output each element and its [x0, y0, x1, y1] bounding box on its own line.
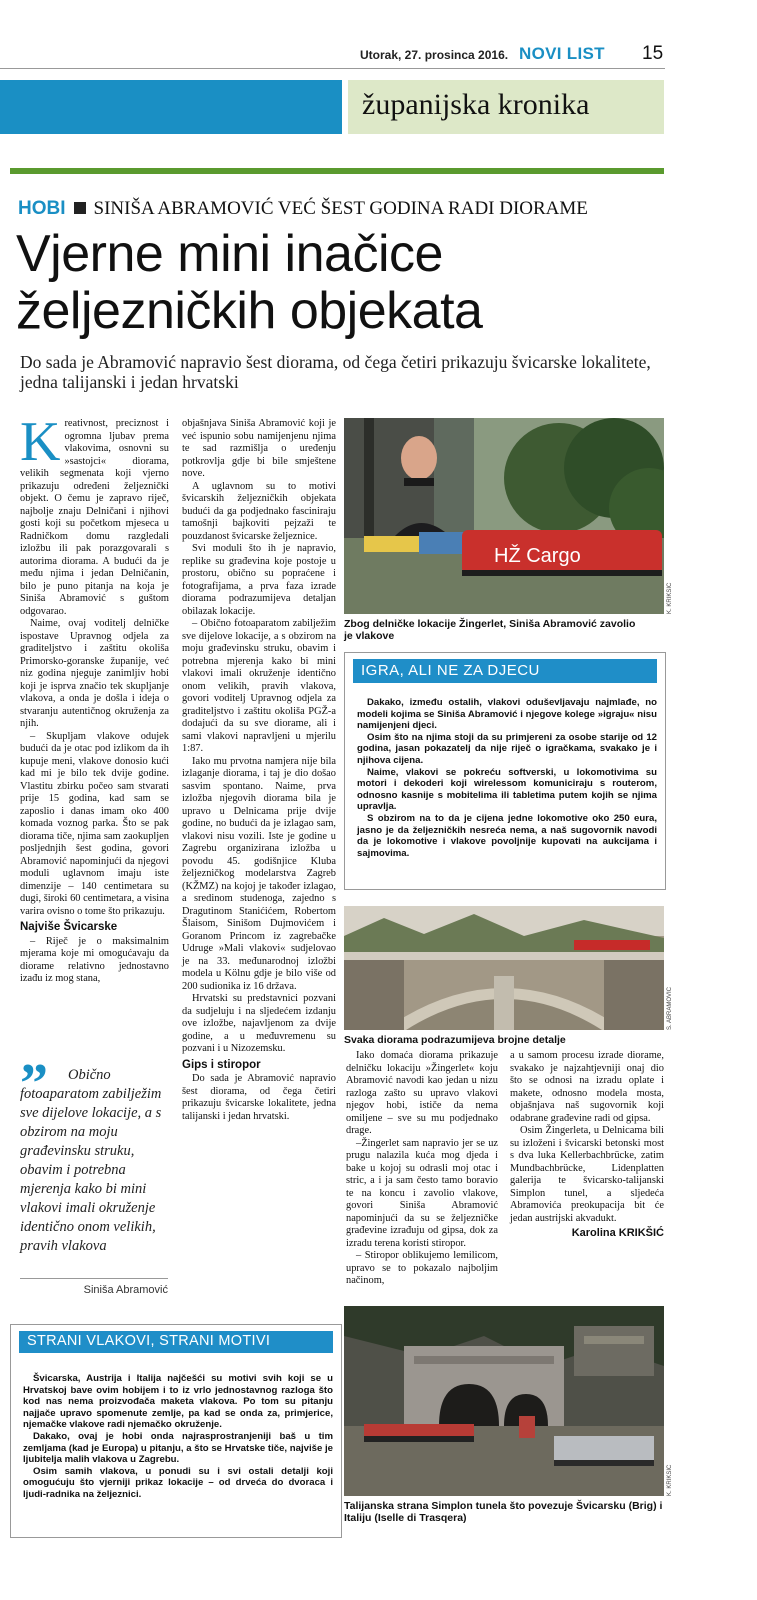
header-rule [0, 68, 665, 69]
box-body [357, 697, 657, 859]
photo-credit: K. KRIKŠIĆ [667, 1464, 673, 1496]
paragraph: reativnost, preciznost i ogromna ljubav prema vlakovima, osnovni su »sastojci« diorama, velikih segmenata koji vjerno prikazuju određeni željeznički objekt. O čemu je zapravo riječ, najbolje znaju Delničani i njihovi gosti koji su početkom mjeseca u Radničkom domu razgledali izložbu ili pak porazgovarali s autorima diorama. A budući da je među njima i jedan Delničanin, bilo je puno pitanja na koja je Siniša Abramović s guštom odgovarao. [20, 418, 169, 617]
section-bar-green [348, 80, 664, 134]
kicker-tag: HOBI [18, 198, 66, 219]
subheading: Najviše Švicarske [20, 921, 118, 933]
section-title: županijska kronika [362, 88, 590, 121]
box-paragraph: Naime, vlakovi se pokreću softverski, u lokomotivima su motori i dekoderi koji wirelessom komuniciraju s routerom, odnosno kasnije s mobitelima ili tabletima putem kojih se njima upravlja. [357, 766, 657, 813]
newspaper-name: NOVI LIST [519, 44, 605, 63]
box-paragraph: Dakako, ovaj je hobi onda najrasprostranjeniji baš u tim zemljama (kad je Europa) u pitanju, a što se Hrvatske tiče, najviše je ljubitelja malih vlakova u Zagrebu. [23, 1430, 333, 1466]
drop-cap: K [20, 411, 61, 473]
sidebar-box-igra [344, 652, 666, 890]
subheading: Gips i stiropor [182, 1058, 261, 1071]
box-title-text: STRANI VLAKOVI, STRANI MOTIVI [27, 1333, 271, 1349]
box-paragraph: Švicarska, Austrija i Italija najčešći su motivi svih koji se u Hrvatskoj bave ovim hobijem i to iz vrlo jednostavnog razloga što kod nas nema proizvođača maketa vlakova. Po tom su pitanju najjače upravo spomenute zemlje, pa kad se onda za, primjerice, njemačke vlakove radi njemačko okruženje. [23, 1373, 333, 1431]
box-paragraph: Osim što na njima stoji da su primjereni za osobe starije od 12 godina, jasan pokazatelj da nije riječ o igračkama, svakako je i njihova cijena. [357, 731, 657, 766]
paragraph: Svi moduli što ih je napravio, replike su građevina koje postoje u prostoru, obično su popraćene i fotografijama, a prva faza izrade diorama podrazumijeva detaljan obilazak lokacije. [182, 543, 336, 617]
section-bar-blue [0, 80, 342, 134]
headline-line-2: željezničkih objekata [16, 282, 483, 340]
header-date: Utorak, 27. prosinca 2016. [360, 48, 509, 62]
photo-simplon-tunnel-diorama [344, 1306, 664, 1496]
paragraph: Iako mu prvotna namjera nije bila izlaganje diorama, i taj je dio došao sasvim spontano. Naime, prva izložba njegovih diorama bila je upravo u Delnicama prije dvije godine, no budući da je izlagao sam, vlakovi nisu vozili. Iste je godine u Zagrebu organizirana izložba u povodu 45. godišnjice Kluba željezničkog modelarstva Zagreb (KŽMZ) na kojoj je također izlagao, a sredinom studenoga, zajedno s Dragutinom Stanićićem, Robertom Šlaisom, Sinišom Dujmovićem i Goranom Princom iz zagrebačke Udruge »Mali vlakovi« sudjelovao je na 33. međunarodnoj izložbi modela u Kölnu gdje je bilo više od 200 sudionika iz 16 država. [182, 755, 336, 992]
pull-quote [20, 1053, 168, 1302]
column-4 [510, 1050, 664, 1240]
paragraph: Osim Žingerleta, u Delnicama bili su izloženi i švicarski betonski most s dva luka Kellerbachbrücke, zatim Mundbachbrücke, Lidenplatten galerija te švicarsko-talijanski Simplon tunel, a sljedeća Abramovića preokupacija bit će jedan austrijski akvadukt. [510, 1125, 664, 1224]
lead-text: Do sada je Abramović napravio šest diorama, od čega četiri prikazuju švicarske lokalitete, jedna talijanski i jedan hrvatski [20, 352, 651, 392]
paragraph: – Riječ je o maksimalnim mjerama koje mi omogućavaju da diorame relativno jednostavno izađu iz mog stana, [20, 935, 169, 984]
kicker-line [18, 198, 668, 224]
paragraph: Hrvatski su predstavnici pozvani da sudjeluju i na sljedećem izdanju ove izložbe, najavljenom za dvije godine, a u međuvremenu su pozvani i u Nizozemsku. [182, 993, 336, 1054]
article-author: Karolina KRIKŠIĆ [571, 1227, 664, 1239]
paragraph: – Obično fotoaparatom zabilježim sve dijelove lokacije, a s obzirom na moju građevinsku struku, obavim i potrebna mjerenja kako bi mini vlakovi imali okruženje identično onom velikih, pravih vlakova, govori voditelj Upravnog odjela za graditeljstvo i zaštitu okoliša PGŽ-a dodajući da su sve diorame, ali i sami vlakovi napravljeni u mjerilu 1:87. [182, 618, 336, 754]
box-paragraph: Osim samih vlakova, u ponudi su i svi ostali detalji koji omogućuju što vjerniji prikaz lokacije – od drveća do dvoraca i ljudi-radnika na željeznici. [23, 1465, 333, 1500]
quote-mark-icon: ” [20, 1053, 48, 1115]
box-title [19, 1331, 333, 1353]
box-title [353, 659, 657, 683]
box-paragraph: S obzirom na to da je cijena jedne lokomotive oko 250 eura, jasno je da željezničkih nesreća nema, a naš sugovornik navodi da je lokomotive i vlakove povoljnije kupovati na aukcijama i sajmovima. [357, 812, 657, 859]
sidebar-box-strani [10, 1324, 342, 1538]
quote-text: Obično fotoaparatom zabilježim sve dijelove lokacije, a s obzirom na moju građevinsku struku, obavim i potrebna mjerenja kako bi mini vlakovi imali okruženje identično onom velikih, pravih vlakova [20, 1067, 162, 1254]
paragraph: Iako domaća diorama prikazuje delničku lokaciju »Žingerlet« koju Abramović navodi kao jedan u nizu razloga zašto su upravo vlakovi njegov hobi, ističe da nema omiljene – sve su mu podjednako drage. [346, 1050, 498, 1136]
paragraph: – Stiropor oblikujemo lemilicom, upravo se to pokazalo najboljim načinom, [346, 1250, 498, 1286]
page-number: 15 [642, 43, 664, 64]
paragraph: A uglavnom su to motivi švicarskih željezničkih objekata budući da ga podjednako fasciniraju tamošnji bajkoviti pejzaži te pouzdanost švicarske željeznice. [182, 480, 336, 542]
kicker-text: SINIŠA ABRAMOVIĆ VEĆ ŠEST GODINA RADI DIORAME [93, 198, 588, 219]
photo-viaduct-diorama [344, 906, 664, 1030]
headline [16, 226, 676, 340]
kicker-square [74, 202, 86, 214]
photo-caption: Talijanska strana Simplon tunela što povezuje Švicarsku (Brig) i Italiju (Iselle di Trasqera) [344, 1500, 663, 1524]
quote-author: Siniša Abramović [83, 1284, 168, 1296]
photo-caption: Svaka diorama podrazumijeva brojne detalje [344, 1034, 566, 1046]
quote-rule [20, 1278, 168, 1279]
photo-model-railway-portrait [344, 418, 664, 614]
box-paragraph: Dakako, između ostalih, vlakovi oduševljavaju najmlađe, no modeli kojima se Siniša Abramović i njegove kolege »igraju« nisu namijenjeni djeci. [357, 697, 657, 732]
photo-credit: S. ABRAMOVIĆ [667, 986, 673, 1030]
photo-caption: Zbog delničke lokacije Žingerlet, Siniša Abramović zavolio je vlakove [344, 618, 636, 642]
photo-illustration [344, 418, 664, 614]
paragraph: Do sada je Abramović napravio šest diorama, od čega četiri prikazuju švicarske lokalitete, jedna talijanski i jedan hrvatski. [182, 1073, 336, 1122]
headline-line-1: Vjerne mini inačice [16, 225, 443, 283]
wagon-label: HŽ Cargo [494, 545, 581, 567]
column-2 [182, 418, 336, 1123]
photo-credit: K. KRIKŠIĆ [667, 582, 673, 614]
box-title-text: IGRA, ALI NE ZA DJECU [361, 662, 540, 679]
green-rule [10, 168, 664, 174]
page-header [0, 42, 757, 68]
paragraph: Naime, ovaj voditelj delničke ispostave Upravnog odjela za graditeljstvo i zaštitu okoliša Primorsko-goranske županije, već niz godina njeguje zanimljiv hobi koji je isprva značio tek skupljanje vlakova, a onda je došla i ideja o stvaranju autentičnog okruženja za njih. [20, 618, 169, 729]
column-1 [20, 411, 169, 986]
paragraph: – Skupljam vlakove odujek budući da je otac pod izlikom da ih kupuje meni, vlakove donosio kući kad mi je bilo tek dvije godine. Vlastitu zbirku počeo sam stvarati prije 15 godina, kad sam se zaposlio i danas imam oko 400 komada voznog parka. Što se pak diorama tiče, njima sam zaokupljen posljednjih šest godina, govori Abramović napominjući da njegovi moduli uglavnom imaju iste dimenzije – 140 centimetara su dugi, široki 60 centimetara, a visina varira ovisno o tome što prikazuju. [20, 730, 169, 917]
box-body [23, 1373, 333, 1501]
paragraph: –Žingerlet sam napravio jer se uz prugu nalazila kuća mog djeda i bake u kojoj su odrasli moj otac i stric, a i ja sam često tamo boravio te na koncu i zavolio vlakove, govori Siniša Abramović napominjući da su se željezničke građevine izrađuju od gipsa, dok za izradu terena koristi stiropor. [346, 1137, 498, 1249]
paragraph: a u samom procesu izrade diorame, svakako je najzahtjevniji onaj dio što se odnosi na izradu oplate i makete, odnosno modela mosta, objašnjava naš sugovornik koji odabrane građevine radi od gipsa. [510, 1050, 664, 1124]
photo-illustration [344, 906, 664, 1030]
paragraph: objašnjava Siniša Abramović koji je već ispunio sobu namijenjenu njima te sad razmišlja o uređenju potkrovlja gdje bi bile smještene nove. [182, 418, 336, 479]
photo-illustration [344, 1306, 664, 1496]
column-3 [346, 1050, 498, 1288]
